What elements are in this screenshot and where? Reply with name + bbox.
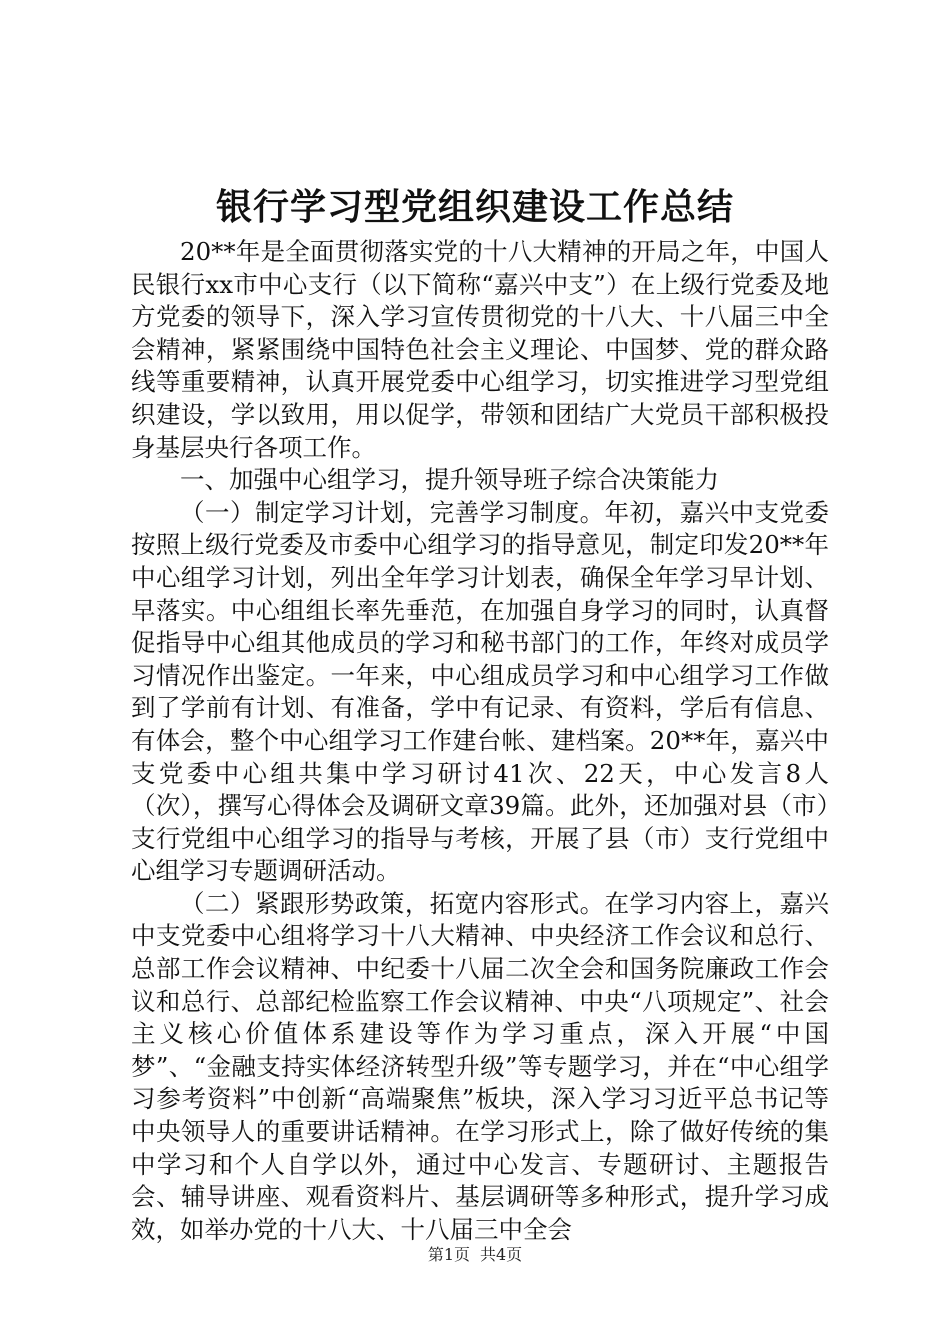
page-number: 第1页 — [427, 1245, 470, 1264]
document-title: 银行学习型党组织建设工作总结 — [215, 186, 734, 228]
page-total: 共4页 — [480, 1245, 523, 1264]
page-footer — [0, 1244, 950, 1266]
paragraph-intro: 20**年是全面贯彻落实党的十八大精神的开局之年，中国人民银行xx市中心支行（以下简称“嘉兴中支”）在上级行党委及地方党委的领导下，深入学习宣传贯彻党的十八大、十八届三中全会精神，紧紧围绕中国特色社会主义理论、中国梦、党的群众路线等重要精神，认真开展党委中心组学习，切实推进学习型党组织建设，学以致用，用以促学，带领和团结广大党员干部积极投身基层央行各项工作。 — [131, 237, 829, 462]
paragraph-1-2: （二）紧跟形势政策，拓宽内容形式。在学习内容上，嘉兴中支党委中心组将学习十八大精神、中央经济工作会议和总行、总部工作会议精神、中纪委十八届二次全会和国务院廉政工作会议和总行、总部纪检监察工作会议精神、中央“八项规定”、社会主义核心价值体系建设等作为学习重点，深入开展“中国梦”、“金融支持实体经济转型升级”等专题学习，并在“中心组学习参考资料”中创新“高端聚焦”板块，深入学习习近平总书记等中央领导人的重要讲话精神。在学习形式上，除了做好传统的集中学习和个人自学以外，通过中心发言、专题研讨、主题报告会、辅导讲座、观看资料片、基层调研等多种形式，提升学习成效，如举办党的十八大、十八届三中全会 — [131, 888, 829, 1244]
document-body — [131, 236, 829, 1246]
paragraph-1-1: （一）制定学习计划，完善学习制度。年初，嘉兴中支党委按照上级行党委及市委中心组学习的指导意见，制定印发20**年中心组学习计划，列出全年学习计划表，确保全年学习早计划、早落实。中心组组长率先垂范，在加强自身学习的同时，认真督促指导中心组其他成员的学习和秘书部门的工作，年终对成员学习情况作出鉴定。一年来，中心组成员学习和中心组学习工作做到了学前有计划、有准备，学中有记录、有资料，学后有信息、有体会，整个中心组学习工作建台帐、建档案。20**年，嘉兴中支党委中心组共集中学习研讨41次、22天，中心发言8人（次），撰写心得体会及调研文章39篇。此外，还加强对县（市）支行党组中心组学习的指导与考核，开展了县（市）支行党组中心组学习专题调研活动。 — [131, 497, 829, 886]
section-heading-1: 一、加强中心组学习，提升领导班子综合决策能力 — [180, 465, 719, 495]
